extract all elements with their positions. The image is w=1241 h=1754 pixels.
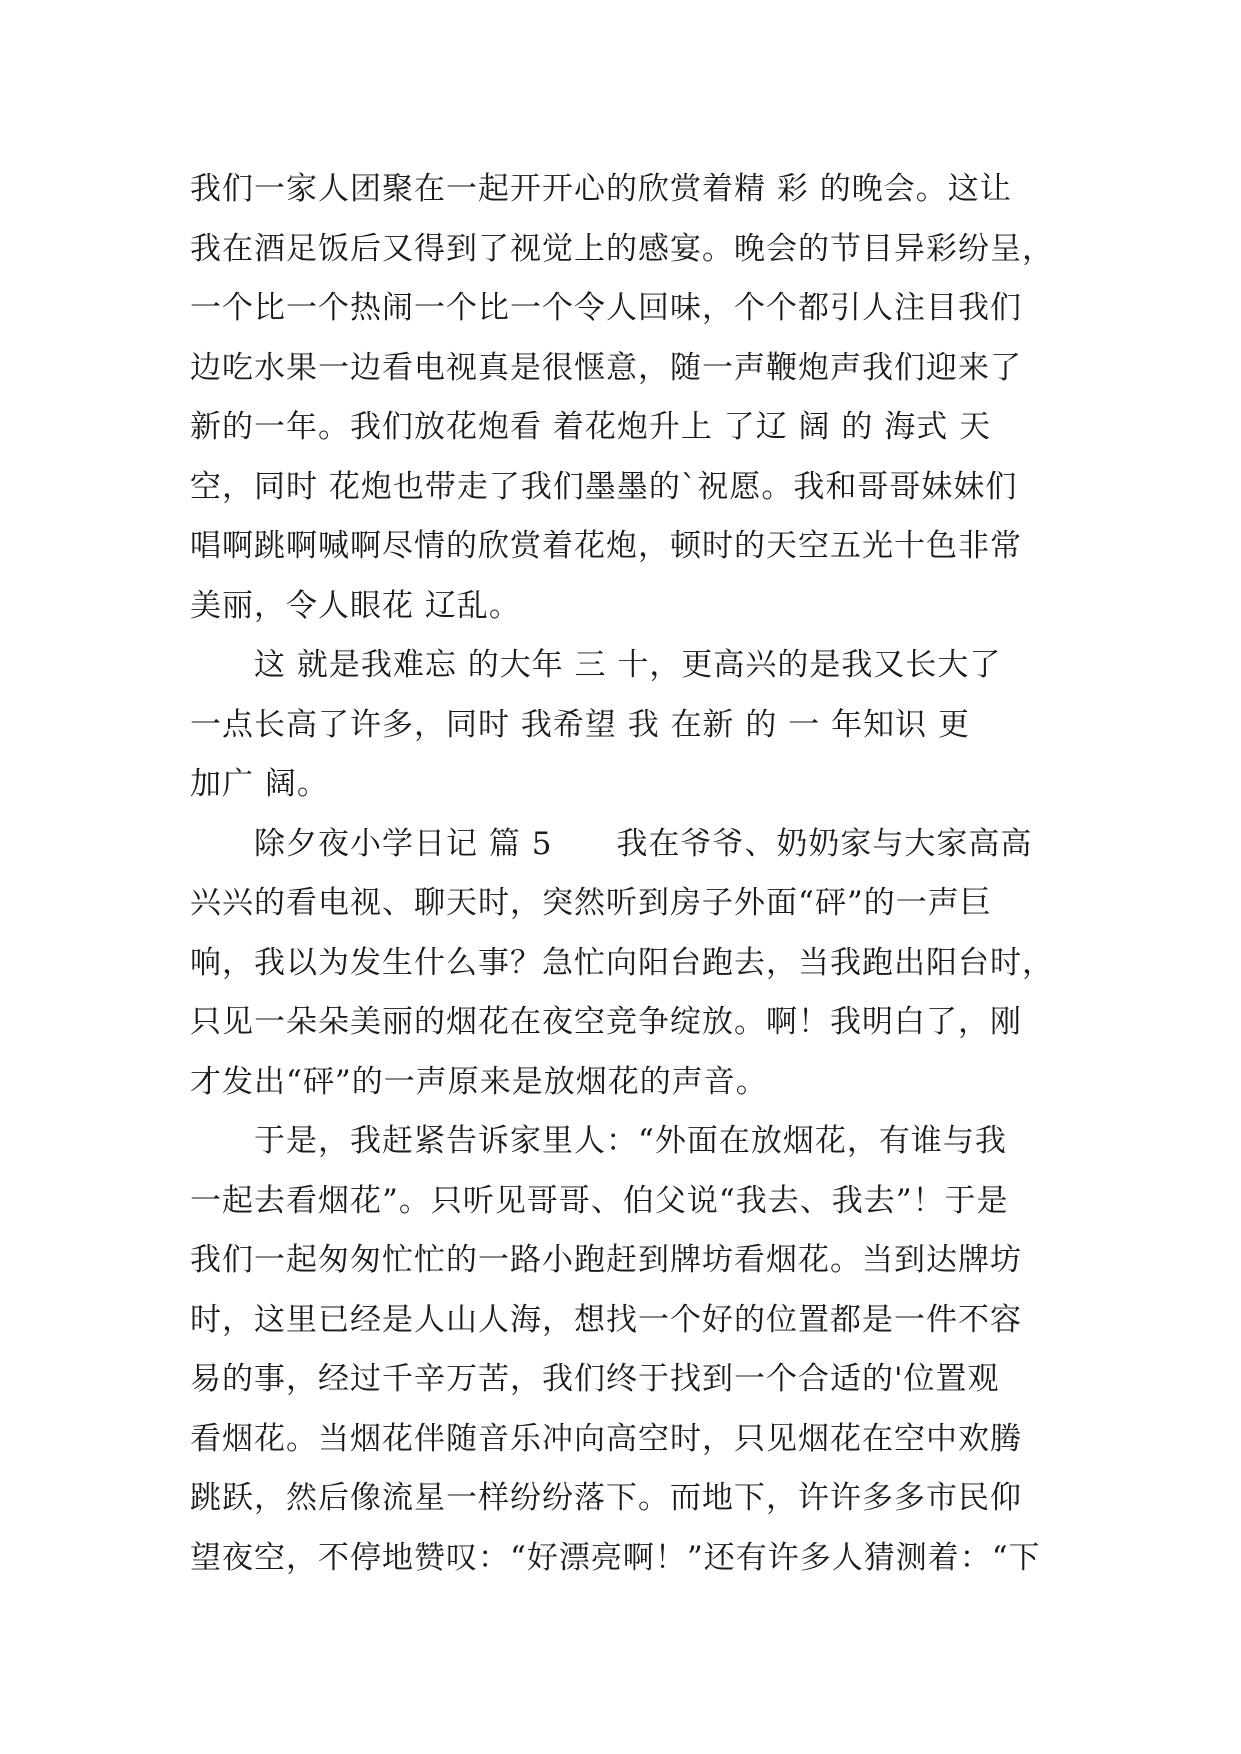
text-line: 一起去看烟花”。只听见哥哥、伯父说“我去、我去”！于是 — [190, 1182, 1009, 1219]
document-body — [190, 160, 1070, 1588]
text-line: 唱啊跳啊喊啊尽情的欣赏着花炮，顿时的天空五光十色非常 — [190, 528, 1022, 564]
text-line: 望夜空，不停地赞叹：“好漂亮啊！”还有许多人猜测着：“下 — [190, 1539, 1041, 1576]
text-line: 一点长高了许多，同时 我希望 我 在新 的 一 年知识 更 — [190, 706, 970, 743]
text-line: 只见一朵朵美丽的烟花在夜空竞争绽放。啊！我明白了，刚 — [190, 1004, 1022, 1040]
text-line: 我在酒足饭后又得到了视觉上的感宴。晚会的节目异彩纷呈， — [190, 230, 1054, 267]
text-line: 看烟花。当烟花伴随音乐冲向高空时，只见烟花在空中欢腾 — [190, 1420, 1022, 1457]
text-line: 响，我以为发生什么事？急忙向阳台跑去，当我跑出阳台时， — [190, 944, 1054, 981]
text-line: 时，这里已经是人山人海，想找一个好的位置都是一件不容 — [190, 1301, 1022, 1338]
text-line: 跳跃，然后像流星一样纷纷落下。而地下，许许多多市民仰 — [190, 1480, 1022, 1516]
text-line: 兴兴的看电视、聊天时，突然听到房子外面“砰”的一声巨 — [190, 885, 992, 921]
text-line: 我们一家人团聚在一起开开心的欣赏着精 彩 的晚会。这让 — [190, 171, 1012, 207]
text-line: 一个比一个热闹一个比一个令人回味，个个都引人注目我们 — [190, 290, 1022, 326]
text-line: 边吃水果一边看电视真是很惬意，随一声鞭炮声我们迎来了 — [190, 349, 1022, 386]
text-line: 我们一起匆匆忙忙的一路小跑赶到牌坊看烟花。当到达牌坊 — [190, 1242, 1022, 1278]
text-line: 空，同时 花炮也带走了我们墨墨的`祝愿。我和哥哥妹妹们 — [190, 468, 1018, 505]
paragraph-first-line: 于是，我赶紧告诉家里人：“外面在放烟花，有谁与我 — [254, 1123, 1007, 1159]
text-line: 美丽，令人眼花 辽乱。 — [190, 587, 521, 624]
text-line: 新的一年。我们放花炮看 着花炮升上 了辽 阔 的 海式 天 — [190, 409, 992, 445]
paragraph-first-line: 这 就是我难忘 的大年 三 十，更高兴的是我又长大了 — [254, 647, 1002, 683]
text-line: 才发出“砰”的一声原来是放烟花的声音。 — [190, 1063, 768, 1100]
text-line: 易的事，经过千辛万苦，我们终于找到一个合适的'位置观 — [190, 1361, 1000, 1397]
text-line: 加广 阔。 — [190, 766, 329, 802]
paragraph-first-line: 除夕夜小学日记 篇 5 我在爷爷、奶奶家与大家高高 — [254, 825, 1033, 862]
